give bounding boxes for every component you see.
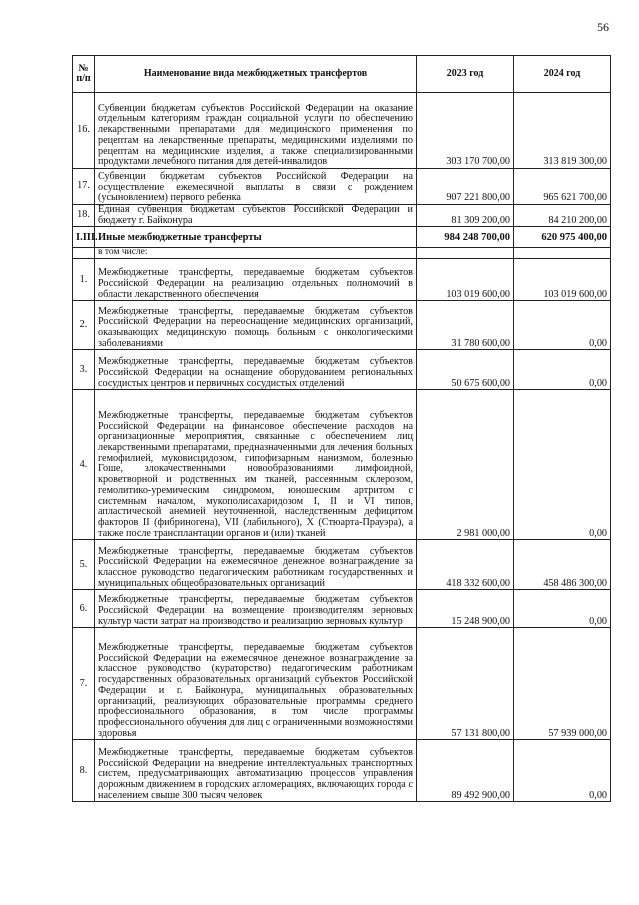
table-row <box>73 169 611 205</box>
rows-other-transfers <box>73 259 611 802</box>
row-number: 16. <box>73 93 95 169</box>
row-amount-2024: 0,00 <box>514 590 611 628</box>
row-name: Субвенции бюджетам субъектов Российской Федерации на осуществление ежемесячной выплаты в связи с рождением (усыновлением) первого ребенка <box>95 169 417 205</box>
row-number: 1. <box>73 259 95 301</box>
row-name: Межбюджетные трансферты, передаваемые бюджетам субъектов Российской Федерации на оснащение оборудованием региональных сосудистых центров и первичных сосудистых отделений <box>95 350 417 390</box>
row-name: Межбюджетные трансферты, передаваемые бюджетам субъектов Российской Федерации на ежемесячное денежное вознаграждение за классное руководство педагогическим работникам государственных и муниципальных общеобразовательных организаций <box>95 540 417 590</box>
row-number: 18. <box>73 205 95 227</box>
header-num: № п/п <box>73 56 95 93</box>
row-amount-2024: 313 819 300,00 <box>514 93 611 169</box>
row-amount-2023: 81 309 200,00 <box>417 205 514 227</box>
row-number: 4. <box>73 390 95 540</box>
section-2024: 620 975 400,00 <box>514 227 611 248</box>
row-name: Единая субвенция бюджетам субъектов Российской Федерации и бюджету г. Байконура <box>95 205 417 227</box>
row-amount-2024: 103 019 600,00 <box>514 259 611 301</box>
page-number: 56 <box>597 20 609 34</box>
row-number: 2. <box>73 301 95 350</box>
header-name: Наименование вида межбюджетных трансфертов <box>95 56 417 93</box>
row-number: 7. <box>73 628 95 740</box>
row-amount-2024: 0,00 <box>514 740 611 802</box>
row-amount-2023: 907 221 800,00 <box>417 169 514 205</box>
row-amount-2024: 0,00 <box>514 390 611 540</box>
row-number: 6. <box>73 590 95 628</box>
row-amount-2024: 458 486 300,00 <box>514 540 611 590</box>
section-block <box>73 227 611 259</box>
rows-subventions <box>73 93 611 227</box>
table-row <box>73 259 611 301</box>
table-row <box>73 740 611 802</box>
row-amount-2023: 31 780 600,00 <box>417 301 514 350</box>
row-amount-2023: 57 131 800,00 <box>417 628 514 740</box>
table-row <box>73 301 611 350</box>
section-row <box>73 227 611 248</box>
row-name: Межбюджетные трансферты, передаваемые бюджетам субъектов Российской Федерации на ежемесячное денежное вознаграждение за классное руководство (кураторство) педагогическим работникам государственных образовательных организаций субъектов Российской Федерации и г. Байконура, муниципальных образовательных организаций, реализующих образовательные программы среднего профессионального образования, в том числе программы профессионального обучения для лиц с ограниченными возможностями здоровья <box>95 628 417 740</box>
header-2023: 2023 год <box>417 56 514 93</box>
row-amount-2023: 89 492 900,00 <box>417 740 514 802</box>
row-name: Межбюджетные трансферты, передаваемые бюджетам субъектов Российской Федерации на реализацию отдельных полномочий в области лекарственного обеспечения <box>95 259 417 301</box>
transfers-table <box>72 55 611 802</box>
subheader-text: в том числе: <box>95 248 417 259</box>
row-amount-2023: 2 981 000,00 <box>417 390 514 540</box>
table-row <box>73 205 611 227</box>
row-name: Межбюджетные трансферты, передаваемые бюджетам субъектов Российской Федерации на возмещение производителям зерновых культур части затрат на производство и реализацию зерновых культур <box>95 590 417 628</box>
table-row <box>73 390 611 540</box>
row-name: Субвенции бюджетам субъектов Российской Федерации на оказание отдельным категориям граждан социальной услуги по обеспечению лекарственными препаратами для медицинского применения по рецептам на лекарственные препараты, медицинскими изделиями по рецептам на медицинские изделия, а также специализированными продуктами лечебного питания для детей-инвалидов <box>95 93 417 169</box>
table-row <box>73 590 611 628</box>
row-amount-2023: 103 019 600,00 <box>417 259 514 301</box>
row-name: Межбюджетные трансферты, передаваемые бюджетам субъектов Российской Федерации на внедрение интеллектуальных транспортных систем, предусматривающих автоматизацию процессов управления дорожным движением в городских агломерациях, включающих города с населением свыше 300 тысяч человек <box>95 740 417 802</box>
section-name: Иные межбюджетные трансферты <box>95 227 417 248</box>
table-row <box>73 93 611 169</box>
subheader-row <box>73 248 611 259</box>
table-row <box>73 350 611 390</box>
row-amount-2024: 57 939 000,00 <box>514 628 611 740</box>
row-name: Межбюджетные трансферты, передаваемые бюджетам субъектов Российской Федерации на финансовое обеспечение расходов на организационные мероприятия, связанные с обеспечением лиц лекарственными препаратами, предназначенными для лечения больных гемофилией, муковисцидозом, гипофизарным нанизмом, болезнью Гоше, злокачественными новообразованиями лимфоидной, кроветворной и родственных им тканей, рассеянным склерозом, гемолитико-уремическим синдромом, юношеским артритом с системным началом, мукополисахаридозом I, II и VI типов, апластической анемией неуточненной, наследственным дефицитом факторов II (фибриногена), VII (лабильного), X (Стюарта-Прауэра), а также после трансплантации органов и (или) тканей <box>95 390 417 540</box>
row-number: 17. <box>73 169 95 205</box>
row-amount-2023: 50 675 600,00 <box>417 350 514 390</box>
section-num: I.III. <box>73 227 95 248</box>
row-amount-2024: 965 621 700,00 <box>514 169 611 205</box>
row-amount-2024: 84 210 200,00 <box>514 205 611 227</box>
row-amount-2023: 303 170 700,00 <box>417 93 514 169</box>
row-amount-2024: 0,00 <box>514 350 611 390</box>
row-number: 5. <box>73 540 95 590</box>
section-2023: 984 248 700,00 <box>417 227 514 248</box>
row-amount-2023: 15 248 900,00 <box>417 590 514 628</box>
row-number: 3. <box>73 350 95 390</box>
table-row <box>73 628 611 740</box>
row-amount-2024: 0,00 <box>514 301 611 350</box>
row-name: Межбюджетные трансферты, передаваемые бюджетам субъектов Российской Федерации на переоснащение медицинских организаций, оказывающих медицинскую помощь больным с онкологическими заболеваниями <box>95 301 417 350</box>
header-2024: 2024 год <box>514 56 611 93</box>
table-row <box>73 540 611 590</box>
row-amount-2023: 418 332 600,00 <box>417 540 514 590</box>
row-number: 8. <box>73 740 95 802</box>
table-header-row <box>73 56 611 93</box>
